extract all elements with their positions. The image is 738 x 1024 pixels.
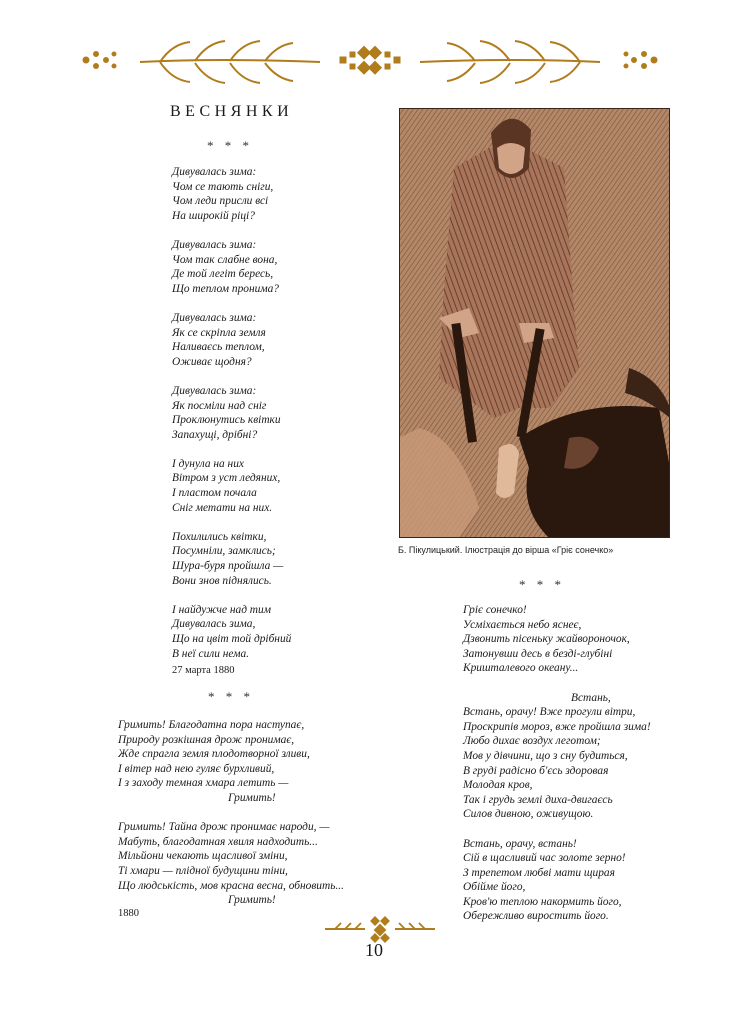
verse-line: Любо дихає воздух леготом; (463, 735, 601, 748)
section-title: ВЕСНЯНКИ (170, 103, 294, 120)
verse-line: Обережливо виростить його. (463, 910, 609, 923)
verse-line: Де той легіт бересь, (172, 268, 274, 281)
verse-line: Мабуть, благодатная хвиля надходить... (118, 835, 318, 848)
verse-line: І з заходу темная хмара летить — (118, 777, 289, 790)
verse-line: Жде спрагла земля плодотворної зливи, (118, 748, 310, 761)
poem3-stanza (463, 837, 651, 925)
poem1-stars: * * * (207, 138, 253, 153)
verse-line: Похилились квітки, (172, 530, 267, 543)
verse-line: Дивувалась зима: (172, 238, 257, 251)
poem1-text (172, 165, 291, 665)
verse-line: Гримить! Благодатна пора наступає, (118, 719, 305, 731)
verse-line: Чом се тають сніги, (172, 180, 274, 193)
verse-line: Чом леди присли всі (172, 195, 269, 208)
verse-line: Мов у дівчини, що з сну будиться, (463, 749, 628, 762)
verse-line: Так і грудь землі диха-двигаєсь (463, 793, 613, 806)
verse-line: Шура-буря пройшла — (172, 560, 284, 573)
verse-line: Як посміли над сніг (172, 399, 267, 412)
verse-line: Обійме його, (463, 881, 526, 894)
verse-line: Вони знов піднялись. (172, 574, 272, 587)
refrain-line: Гримить! (228, 894, 276, 907)
poem1-stanza (172, 457, 291, 515)
verse-line: Посумніли, замклись; (172, 545, 276, 558)
poem1-date: 27 марта 1880 (172, 665, 235, 676)
poem1-stanza (172, 603, 291, 661)
verse-line: Молодая кров, (463, 779, 533, 792)
verse-line: Сніг метати на них. (172, 501, 273, 514)
verse-line: Силов дивною, оживущою. (463, 808, 594, 821)
verse-line: В неї сили нема. (172, 647, 250, 660)
verse-line: На широкій ріці? (172, 209, 255, 222)
verse-line: Дзвонить пісеньку жайвороночок, (463, 633, 630, 646)
verse-line: Запахущі, дрібні? (172, 428, 258, 441)
poem2-date: 1880 (118, 908, 139, 919)
right-small-motif-icon (624, 52, 657, 69)
verse-line: Чом так слабне вона, (172, 253, 278, 266)
verse-line: Встань, (571, 691, 611, 704)
poem1-stanza (172, 311, 291, 369)
poem1-stanza (172, 384, 291, 442)
refrain-line: Гримить! (228, 791, 276, 804)
verse-line: Гримить! Тайна дрож пронимає народи, — (118, 821, 330, 834)
verse-line: Ті хмари — плідної будущини тіни, (118, 864, 288, 877)
poem1-stanza (172, 165, 291, 223)
verse-line: Мільйони чекають щасливої зміни, (118, 850, 288, 863)
verse-line: Вітром з уст ледяних, (172, 472, 281, 485)
center-diamond-icon (340, 46, 400, 74)
poem1-stanza (172, 530, 291, 588)
verse-line: Кров'ю теплою накормить його, (463, 895, 622, 908)
verse-line: Дивувалась зима: (172, 166, 257, 178)
poem1-stanza (172, 238, 291, 296)
poem3-stars: * * * (519, 577, 565, 592)
verse-line: І дунула на них (172, 457, 244, 470)
verse-line: Кришталевого океану... (463, 662, 579, 675)
verse-line: Що людськість, мов красна весна, обновить... (118, 879, 344, 892)
verse-line: Проскрипів мороз, вже пройшла зима! (463, 720, 651, 733)
poem3-text (463, 603, 651, 924)
verse-line: І вітер над нею гуляє бурхливий, (118, 762, 275, 775)
right-branch-icon (420, 41, 600, 83)
verse-line: Проклюнутись квітки (172, 414, 281, 427)
illustration-caption: Б. Пікулицький. Ілюстрація до вірша «Гріє сонечко» (398, 545, 614, 555)
verse-line: І найдужче над тим (172, 603, 271, 616)
verse-line: Гріє сонечко! (463, 604, 527, 616)
poem3-stanza (463, 603, 651, 676)
verse-line: Затонувши десь в безді-глубіні (463, 647, 613, 660)
poem2-stanza (118, 820, 344, 908)
page-number: 10 (365, 940, 383, 960)
verse-line: Сій в щасливий час золоте зерно! (463, 852, 626, 865)
verse-line: І пластом почала (172, 487, 257, 500)
verse-line: Що на цвіт той дрібний (172, 633, 292, 645)
poem2-stars: * * * (208, 689, 254, 704)
verse-line: Що теплом пронима? (172, 282, 279, 295)
verse-line: Наливаєсь теплом, (172, 341, 265, 354)
left-branch-icon (140, 41, 320, 83)
verse-line: З трепетом любві мати щирая (463, 866, 615, 879)
poem3-stanza (463, 691, 651, 822)
verse-line: Дивувалась зима: (172, 311, 257, 324)
verse-line: В груді радісно б'єсь здоровая (463, 764, 609, 777)
engraving-illustration (399, 108, 670, 538)
verse-line: Дивувалась зима: (172, 384, 257, 397)
poem2-text (118, 718, 344, 908)
verse-line: Встань, орачу! Вже прогули вітри, (463, 706, 636, 719)
verse-line: Усміхається небо яснеє, (463, 618, 582, 631)
verse-line: Встань, орачу, встань! (463, 837, 577, 850)
verse-line: Природу розкішная дрож пронимає, (118, 733, 295, 746)
poem2-stanza (118, 718, 344, 806)
top-ornament (70, 30, 670, 90)
verse-line: Як се скріпла земля (172, 326, 266, 339)
verse-line: Оживає щодня? (172, 355, 252, 368)
verse-line: Дивувалась зима, (172, 618, 256, 631)
left-small-motif-icon (83, 52, 116, 69)
